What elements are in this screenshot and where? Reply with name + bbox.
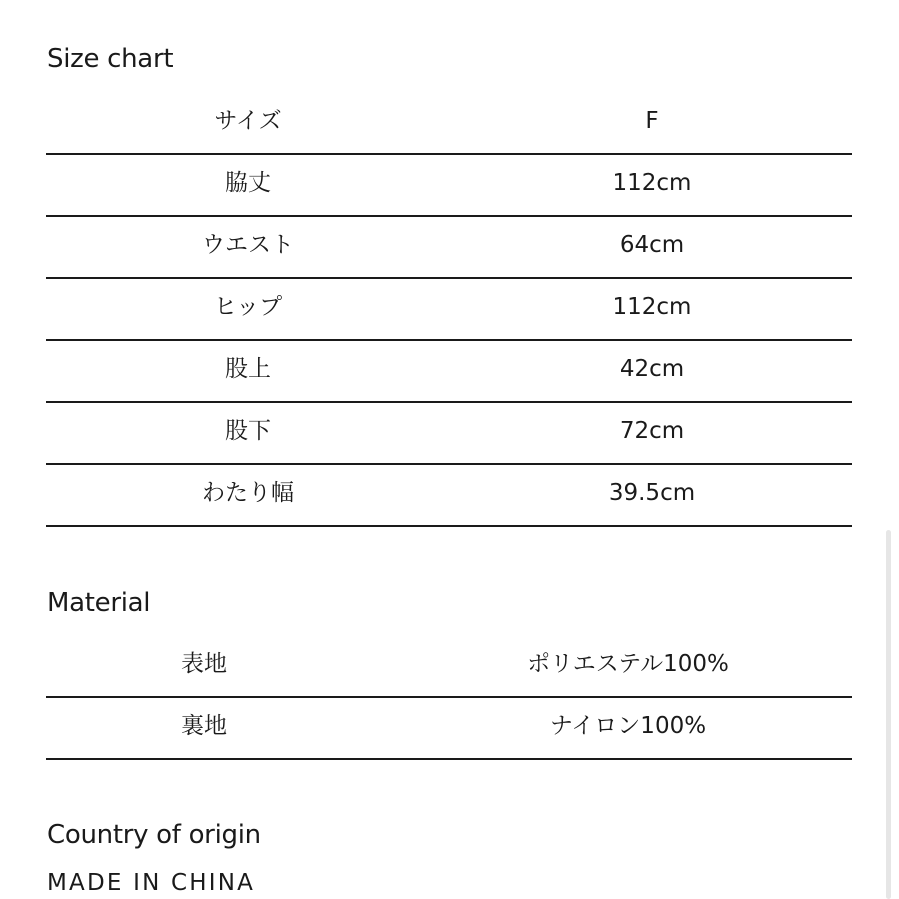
thigh-width-label: わたり幅 (202, 480, 294, 506)
table-row (46, 634, 852, 698)
side-length-value: 112cm (612, 170, 692, 196)
inseam-value: 72cm (619, 418, 685, 444)
waist-value: 64cm (619, 232, 685, 258)
thigh-width-value: 39.5cm (608, 480, 696, 506)
size-label: サイズ (214, 108, 282, 134)
table-row (46, 339, 852, 403)
table-row (46, 277, 852, 341)
table-row (46, 91, 852, 155)
outer-fabric-label: 表地 (181, 651, 227, 677)
table-row (46, 153, 852, 217)
table-row (46, 215, 852, 279)
table-row (46, 696, 852, 760)
inseam-label: 股下 (225, 418, 271, 444)
table-row (46, 463, 852, 527)
lining-label: 裏地 (181, 713, 227, 739)
outer-fabric-value: ポリエステル100% (527, 651, 729, 677)
waist-label: ウエスト (202, 232, 294, 258)
scrollbar[interactable] (886, 530, 891, 899)
rise-value: 42cm (619, 356, 685, 382)
origin-title: Country of origin (47, 820, 261, 850)
material-title: Material (47, 588, 151, 618)
side-length-label: 脇丈 (225, 170, 271, 196)
origin-value: MADE IN CHINA (47, 870, 256, 896)
lining-value: ナイロン100% (549, 713, 707, 739)
size-value: F (645, 108, 659, 134)
hip-value: 112cm (612, 294, 692, 320)
rise-label: 股上 (225, 356, 271, 382)
hip-label: ヒップ (213, 294, 283, 320)
size-chart-title: Size chart (47, 44, 174, 74)
table-row (46, 401, 852, 465)
